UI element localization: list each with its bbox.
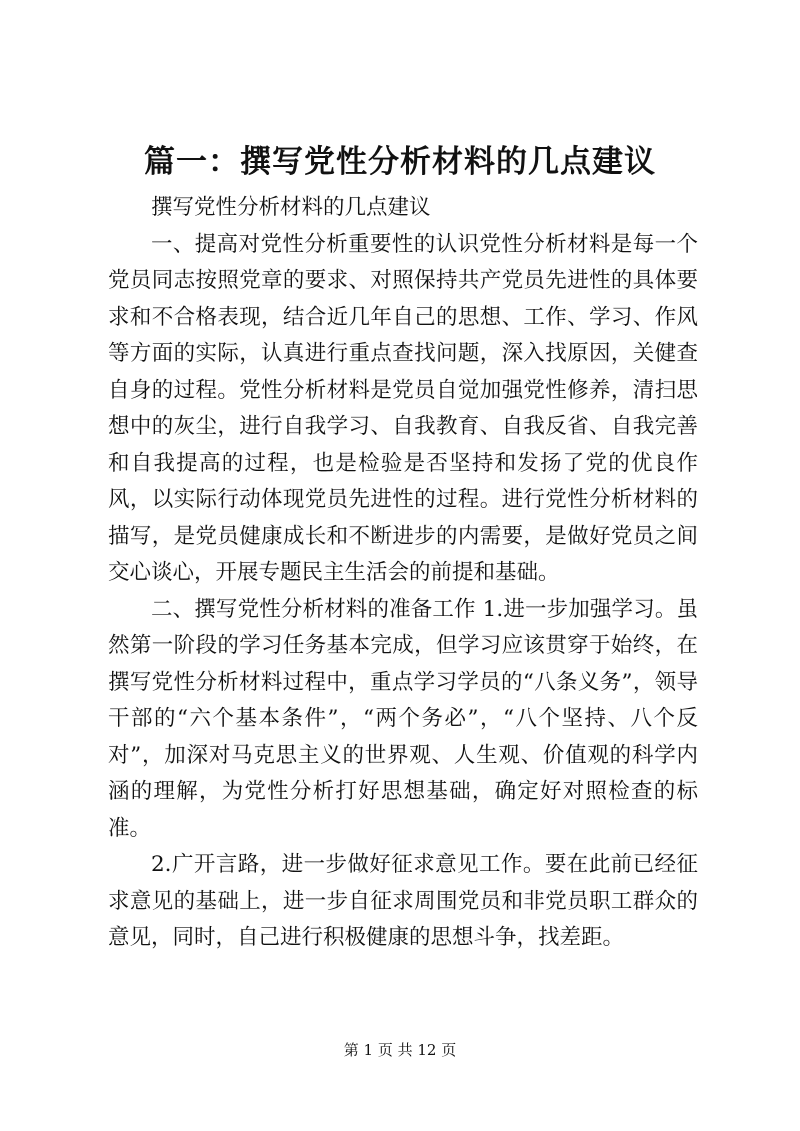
paragraph-subtitle: 撰写党性分析材料的几点建议 (151, 195, 431, 220)
paragraph-section-1: 一、提高对党性分析重要性的认识党性分析材料是每一个党员同志按照党章的要求、对照保持共产党员先进性的具体要求和不合格表现，结合近几年自己的思想、工作、学习、作风等方面的实际，认真进行重点查找问题，深入找原因，关健查自身的过程。党性分析材料是党员自觉加强党性修养，清扫思想中的灰尘，进行自我学习、自我教育、自我反省、自我完善和自我提高的过程，也是检验是否坚持和发扬了党的优良作风，以实际行动体现党员先进性的过程。进行党性分析材料的描写，是党员健康成长和不断进步的内需要，是做好党员之间交心谈心，开展专题民主生活会的前提和基础。 (108, 231, 698, 585)
paragraph-section-2-item-2: 2.广开言路，进一步做好征求意见工作。要在此前已经征求意见的基础上，进一步自征求周围党员和非党员职工群众的意见，同时，自己进行积极健康的思想斗争，找差距。 (108, 852, 698, 950)
paragraph-section-2: 二、撰写党性分析材料的准备工作 1.进一步加强学习。虽然第一阶段的学习任务基本完成，但学习应该贯穿于始终，在撰写党性分析材料过程中，重点学习学员的“八条义务”，领导干部的“六个基本条件”，“两个务必”，“八个坚持、八个反对”，加深对马克思主义的世界观、人生观、价值观的科学内涵的理解，为党性分析打好思想基础，确定好对照检查的标准。 (108, 596, 698, 841)
page-footer: 第 1 页 共 12 页 (343, 1041, 457, 1059)
document-title: 篇一：撰写党性分析材料的几点建议 (144, 144, 656, 180)
document-body (108, 190, 698, 957)
